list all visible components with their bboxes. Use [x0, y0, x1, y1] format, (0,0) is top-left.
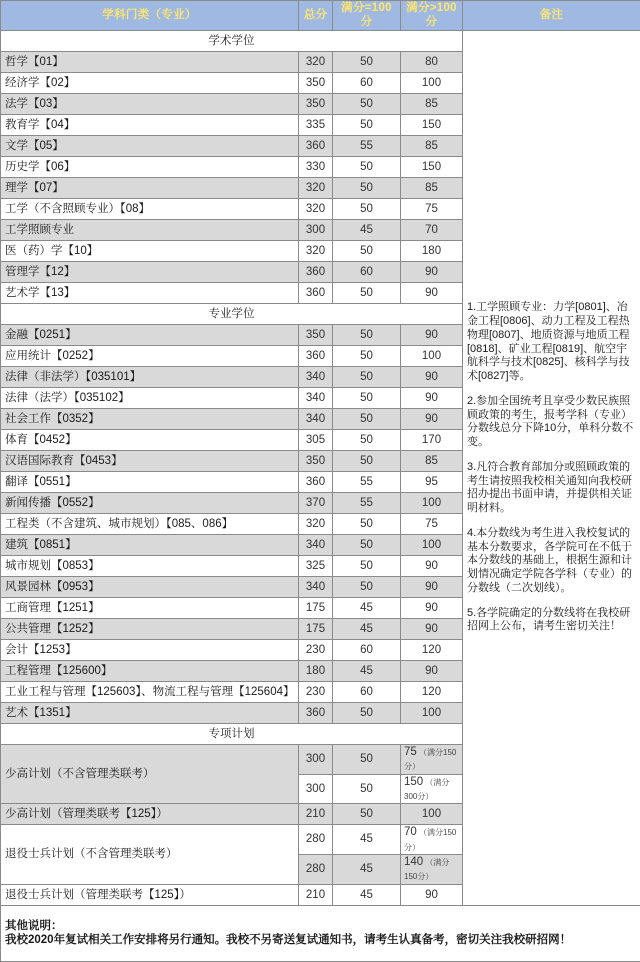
row-discipline-name: 汉语国际教育【0453】 [1, 450, 299, 471]
row-subject-gt-100: 150 （满分300分） [401, 774, 463, 804]
row-total-score: 340 [299, 366, 333, 387]
row-total-score: 370 [299, 492, 333, 513]
row-subject-gt-100: 100 [401, 345, 463, 366]
row-total-score: 360 [299, 471, 333, 492]
row-subject-gt-100: 80 [401, 51, 463, 72]
section-title: 学术学位 [1, 30, 463, 51]
row-total-score: 175 [299, 597, 333, 618]
row-discipline-name: 工学照顾专业 [1, 219, 299, 240]
section-title: 专业学位 [1, 303, 463, 324]
row-subject-gt-100: 70 （满分150分） [401, 825, 463, 855]
row-discipline-name: 医（药）学【10】 [1, 240, 299, 261]
row-subject-gt-100: 90 [401, 618, 463, 639]
row-subject-eq-100: 50 [333, 177, 401, 198]
row-subject-eq-100: 50 [333, 198, 401, 219]
subject-gt-100-note: （满分300分） [404, 778, 449, 801]
row-subject-gt-100: 90 [401, 261, 463, 282]
row-total-score: 335 [299, 114, 333, 135]
row-subject-gt-100: 140 （满分150分） [401, 855, 463, 885]
row-total-score: 350 [299, 93, 333, 114]
row-discipline-name: 少高计划（不含管理类联考） [1, 744, 299, 804]
footnote-row [1, 905, 640, 961]
row-subject-gt-100: 100 [401, 492, 463, 513]
remark-paragraph-4: 4.本分数线为考生进入我校复试的基本分数要求，各学院可在不低于本分数线的基础上，根据生源和计划情况确定学院各学科（专业）的分数线（二次划线）。 [467, 527, 636, 596]
row-discipline-name: 文学【05】 [1, 135, 299, 156]
row-subject-eq-100: 50 [333, 576, 401, 597]
row-subject-gt-100: 75 [401, 513, 463, 534]
row-total-score: 360 [299, 702, 333, 723]
row-subject-gt-100: 90 [401, 555, 463, 576]
row-discipline-name: 法律（法学）【035102】 [1, 387, 299, 408]
row-total-score: 230 [299, 639, 333, 660]
row-subject-gt-100: 100 [401, 804, 463, 825]
row-subject-gt-100: 85 [401, 177, 463, 198]
row-total-score: 360 [299, 261, 333, 282]
row-discipline-name: 历史学【06】 [1, 156, 299, 177]
row-subject-eq-100: 55 [333, 492, 401, 513]
row-total-score: 350 [299, 324, 333, 345]
row-subject-eq-100: 45 [333, 884, 401, 905]
row-subject-eq-100: 55 [333, 135, 401, 156]
subject-gt-100-note: （满分150分） [404, 748, 456, 771]
row-subject-eq-100: 45 [333, 597, 401, 618]
row-subject-eq-100: 50 [333, 240, 401, 261]
row-total-score: 340 [299, 576, 333, 597]
row-total-score: 360 [299, 135, 333, 156]
remark-paragraph-5: 5.各学院确定的分数线将在我校研招网上公布，请考生密切关注！ [467, 607, 636, 635]
row-discipline-name: 经济学【02】 [1, 72, 299, 93]
row-subject-gt-100: 90 [401, 366, 463, 387]
row-subject-gt-100: 75 [401, 198, 463, 219]
row-subject-eq-100: 45 [333, 618, 401, 639]
row-subject-gt-100: 170 [401, 429, 463, 450]
row-discipline-name: 公共管理【1252】 [1, 618, 299, 639]
row-total-score: 325 [299, 555, 333, 576]
row-subject-gt-100: 70 [401, 219, 463, 240]
row-subject-eq-100: 45 [333, 855, 401, 885]
row-subject-gt-100: 90 [401, 576, 463, 597]
row-discipline-name: 建筑【0851】 [1, 534, 299, 555]
row-total-score: 360 [299, 282, 333, 303]
row-discipline-name: 哲学【01】 [1, 51, 299, 72]
row-total-score: 280 [299, 855, 333, 885]
row-total-score: 305 [299, 429, 333, 450]
row-total-score: 300 [299, 744, 333, 774]
row-subject-gt-100: 120 [401, 681, 463, 702]
row-subject-eq-100: 50 [333, 804, 401, 825]
row-total-score: 180 [299, 660, 333, 681]
row-subject-eq-100: 50 [333, 429, 401, 450]
row-subject-eq-100: 50 [333, 51, 401, 72]
row-subject-eq-100: 50 [333, 324, 401, 345]
row-subject-gt-100: 85 [401, 93, 463, 114]
row-subject-gt-100: 95 [401, 471, 463, 492]
row-discipline-name: 法律（非法学）【035101】 [1, 366, 299, 387]
row-subject-gt-100: 90 [401, 660, 463, 681]
row-discipline-name: 工业工程与管理【125603】、物流工程与管理【125604】 [1, 681, 299, 702]
row-subject-gt-100: 150 [401, 114, 463, 135]
row-subject-gt-100: 100 [401, 534, 463, 555]
row-subject-gt-100: 90 [401, 282, 463, 303]
row-subject-eq-100: 50 [333, 387, 401, 408]
row-subject-gt-100: 90 [401, 324, 463, 345]
footnote-title: 其他说明： [5, 919, 636, 933]
footnote-cell [1, 905, 640, 961]
row-subject-eq-100: 50 [333, 450, 401, 471]
row-discipline-name: 会计【1253】 [1, 639, 299, 660]
row-total-score: 320 [299, 177, 333, 198]
row-subject-eq-100: 60 [333, 681, 401, 702]
row-subject-eq-100: 50 [333, 345, 401, 366]
subject-gt-100-note: （满分150分） [404, 858, 449, 881]
row-subject-eq-100: 45 [333, 660, 401, 681]
row-subject-eq-100: 50 [333, 408, 401, 429]
row-subject-gt-100: 75 （满分150分） [401, 744, 463, 774]
header-discipline: 学科门类（专业） [1, 1, 299, 31]
remark-cell [463, 30, 640, 905]
row-subject-gt-100: 90 [401, 408, 463, 429]
row-discipline-name: 风景园林【0953】 [1, 576, 299, 597]
row-total-score: 210 [299, 804, 333, 825]
row-discipline-name: 工学（不含照顾专业）【08】 [1, 198, 299, 219]
row-discipline-name: 工商管理【1251】 [1, 597, 299, 618]
row-total-score: 175 [299, 618, 333, 639]
row-total-score: 320 [299, 51, 333, 72]
header-total-score: 总分 [299, 1, 333, 31]
row-total-score: 330 [299, 156, 333, 177]
row-discipline-name: 应用统计【0252】 [1, 345, 299, 366]
row-discipline-name: 工程管理【125600】 [1, 660, 299, 681]
row-discipline-name: 艺术学【13】 [1, 282, 299, 303]
row-discipline-name: 金融【0251】 [1, 324, 299, 345]
row-total-score: 230 [299, 681, 333, 702]
section-header-row [1, 30, 640, 51]
row-subject-eq-100: 60 [333, 261, 401, 282]
subject-gt-100-note: （满分150分） [404, 828, 456, 851]
section-title: 专项计划 [1, 723, 463, 744]
row-discipline-name: 艺术【1351】 [1, 702, 299, 723]
row-subject-gt-100: 85 [401, 450, 463, 471]
row-discipline-name: 退役士兵计划（管理类联考【125】） [1, 884, 299, 905]
row-total-score: 340 [299, 408, 333, 429]
row-subject-eq-100: 50 [333, 702, 401, 723]
row-subject-gt-100: 90 [401, 884, 463, 905]
row-subject-gt-100: 100 [401, 702, 463, 723]
row-discipline-name: 教育学【04】 [1, 114, 299, 135]
row-discipline-name: 城市规划【0853】 [1, 555, 299, 576]
row-discipline-name: 社会工作【0352】 [1, 408, 299, 429]
row-subject-eq-100: 60 [333, 72, 401, 93]
row-subject-eq-100: 50 [333, 282, 401, 303]
remark-paragraph-3: 3.凡符合教育部加分或照顾政策的考生请按照我校相关通知向我校研招办提出书面申请，并提供相关证明材料。 [467, 461, 636, 516]
remark-paragraph-1: 1.工学照顾专业：力学[0801]、冶金工程[0806]、动力工程及工程热物理[0807]、地质资源与地质工程[0818]、矿业工程[0819]、航空宇航科学与技术[0825]、核科学与技术[0827]等。 [467, 301, 636, 384]
row-total-score: 350 [299, 450, 333, 471]
row-total-score: 210 [299, 884, 333, 905]
row-subject-eq-100: 45 [333, 219, 401, 240]
row-total-score: 300 [299, 219, 333, 240]
row-discipline-name: 少高计划（管理类联考【125】） [1, 804, 299, 825]
row-total-score: 340 [299, 534, 333, 555]
row-subject-eq-100: 50 [333, 93, 401, 114]
row-subject-gt-100: 150 [401, 156, 463, 177]
header-subject-gt-100: 满分>100分 [401, 1, 463, 31]
row-subject-eq-100: 50 [333, 744, 401, 774]
table-header-row [1, 1, 640, 31]
row-subject-eq-100: 60 [333, 639, 401, 660]
row-subject-eq-100: 50 [333, 366, 401, 387]
header-subject-eq-100: 满分=100分 [333, 1, 401, 31]
header-remark: 备注 [463, 1, 640, 31]
row-total-score: 320 [299, 513, 333, 534]
remark-paragraph-2: 2.参加全国统考且享受少数民族照顾政策的考生，报考学科（专业）分数线总分下降10分，单科分数不变。 [467, 395, 636, 450]
row-total-score: 320 [299, 198, 333, 219]
row-discipline-name: 理学【07】 [1, 177, 299, 198]
row-total-score: 280 [299, 825, 333, 855]
row-total-score: 320 [299, 240, 333, 261]
row-discipline-name: 管理学【12】 [1, 261, 299, 282]
row-total-score: 360 [299, 345, 333, 366]
row-subject-gt-100: 120 [401, 639, 463, 660]
row-subject-eq-100: 50 [333, 534, 401, 555]
table-body [1, 1, 640, 962]
row-subject-eq-100: 45 [333, 825, 401, 855]
row-total-score: 340 [299, 387, 333, 408]
row-total-score: 300 [299, 774, 333, 804]
footnote-body: 我校2020年复试相关工作安排将另行通知。我校不另寄送复试通知书，请考生认真备考，密切关注我校研招网！ [5, 933, 636, 947]
row-discipline-name: 体育【0452】 [1, 429, 299, 450]
row-discipline-name: 工程类（不含建筑、城市规划）【085、086】 [1, 513, 299, 534]
row-subject-gt-100: 85 [401, 135, 463, 156]
row-total-score: 350 [299, 72, 333, 93]
row-subject-eq-100: 50 [333, 555, 401, 576]
row-subject-eq-100: 50 [333, 114, 401, 135]
row-subject-gt-100: 90 [401, 387, 463, 408]
row-discipline-name: 法学【03】 [1, 93, 299, 114]
row-subject-eq-100: 50 [333, 774, 401, 804]
row-subject-eq-100: 50 [333, 156, 401, 177]
row-discipline-name: 翻译【0551】 [1, 471, 299, 492]
row-subject-gt-100: 100 [401, 72, 463, 93]
row-subject-eq-100: 50 [333, 513, 401, 534]
row-discipline-name: 退役士兵计划（不含管理类联考） [1, 825, 299, 885]
row-discipline-name: 新闻传播【0552】 [1, 492, 299, 513]
row-subject-gt-100: 180 [401, 240, 463, 261]
row-subject-eq-100: 55 [333, 471, 401, 492]
row-subject-gt-100: 90 [401, 597, 463, 618]
